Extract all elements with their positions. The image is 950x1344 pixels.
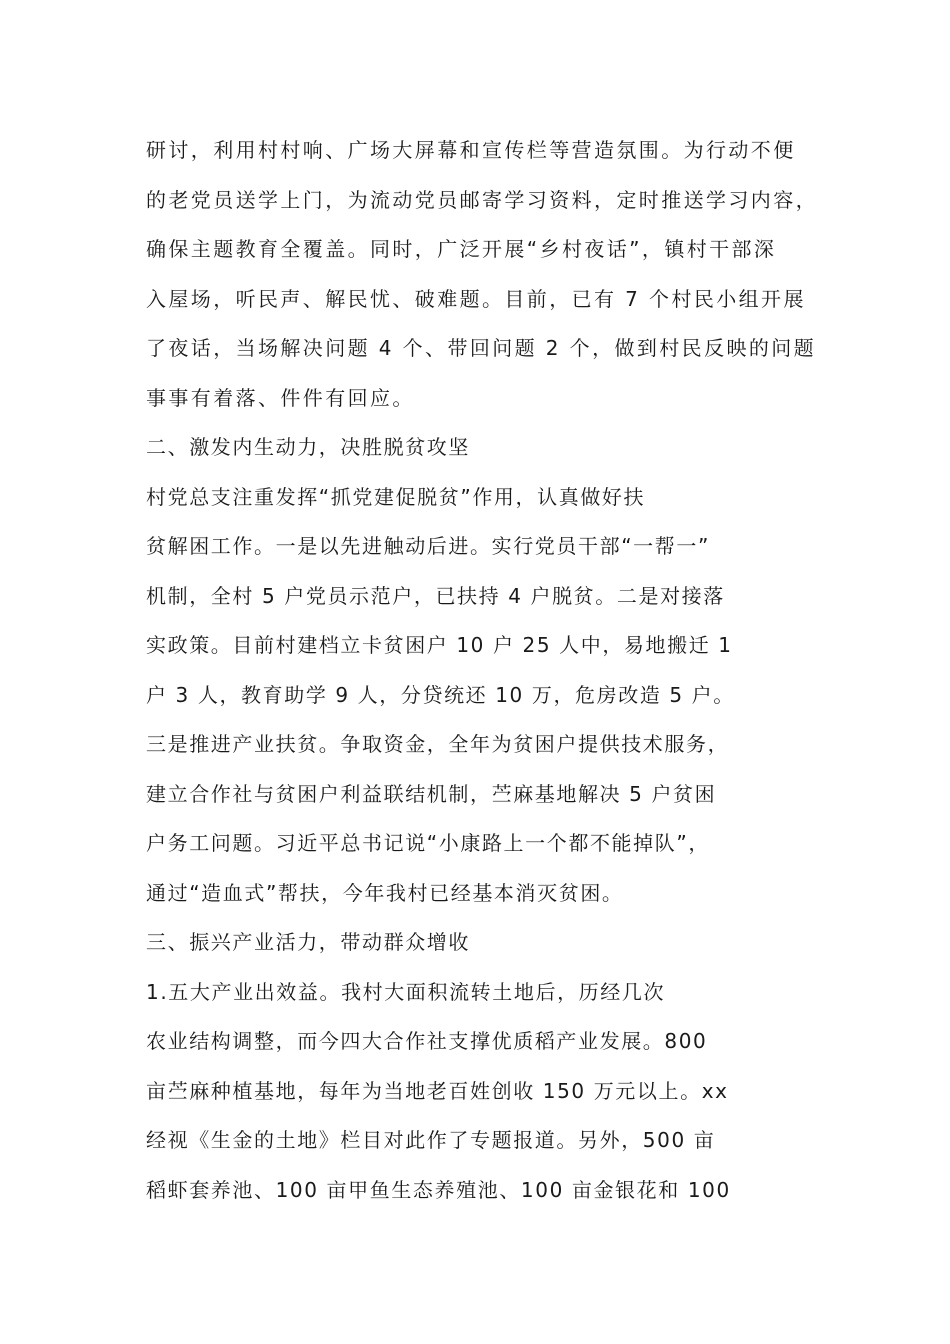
document-body	[146, 126, 836, 1215]
text-line: 通过“造血式”帮扶，今年我村已经基本消灭贫困。	[146, 880, 624, 905]
text-line: 的老党员送学上门，为流动党员邮寄学习资料，定时推送学习内容，	[146, 187, 818, 212]
text-line: 稻虾套养池、100 亩甲鱼生态养殖池、100 亩金银花和 100	[146, 1177, 731, 1202]
text-line: 亩苎麻种植基地，每年为当地老百姓创收 150 万元以上。xx	[146, 1078, 729, 1103]
text-line: 村党总支注重发挥“抓党建促脱贫”作用，认真做好扶	[146, 484, 646, 509]
text-line: 户 3 人，教育助学 9 人，分贷统还 10 万，危房改造 5 户。	[146, 682, 735, 707]
text-line: 确保主题教育全覆盖。同时，广泛开展“乡村夜话”，镇村干部深	[146, 237, 777, 261]
text-line: 建立合作社与贫困户利益联结机制，苎麻基地解决 5 户贫困	[146, 781, 717, 806]
section-heading: 二、激发内生动力，决胜脱贫攻坚	[146, 435, 470, 459]
text-line: 1.五大产业出效益。我村大面积流转土地后，历经几次	[146, 979, 666, 1004]
text-line: 机制，全村 5 户党员示范户，已扶持 4 户脱贫。二是对接落	[146, 583, 725, 608]
text-line: 事事有着落、件件有回应。	[146, 385, 415, 410]
section-heading: 三、振兴产业活力，带动群众增收	[146, 930, 470, 954]
text-line: 户务工问题。习近平总书记说“小康路上一个都不能掉队”，	[146, 831, 710, 855]
text-line: 农业结构调整，而今四大合作社支撑优质稻产业发展。800	[146, 1029, 708, 1053]
text-line: 研讨，利用村村响、广场大屏幕和宣传栏等营造氛围。为行动不便	[146, 138, 796, 162]
text-line: 实政策。目前村建档立卡贫困户 10 户 25 人中，易地搬迁 1	[146, 633, 733, 657]
text-line: 入屋场，听民声、解民忧、破难题。目前，已有 7 个村民小组开展	[146, 286, 806, 311]
text-line: 经视《生金的土地》栏目对此作了专题报道。另外，500 亩	[146, 1128, 716, 1152]
text-line: 贫解困工作。一是以先进触动后进。实行党员干部“一帮一”	[146, 534, 710, 558]
text-line: 三是推进产业扶贫。争取资金，全年为贫困户提供技术服务，	[146, 732, 730, 756]
text-line: 了夜话，当场解决问题 4 个、带回问题 2 个，做到村民反映的问题	[146, 336, 817, 360]
